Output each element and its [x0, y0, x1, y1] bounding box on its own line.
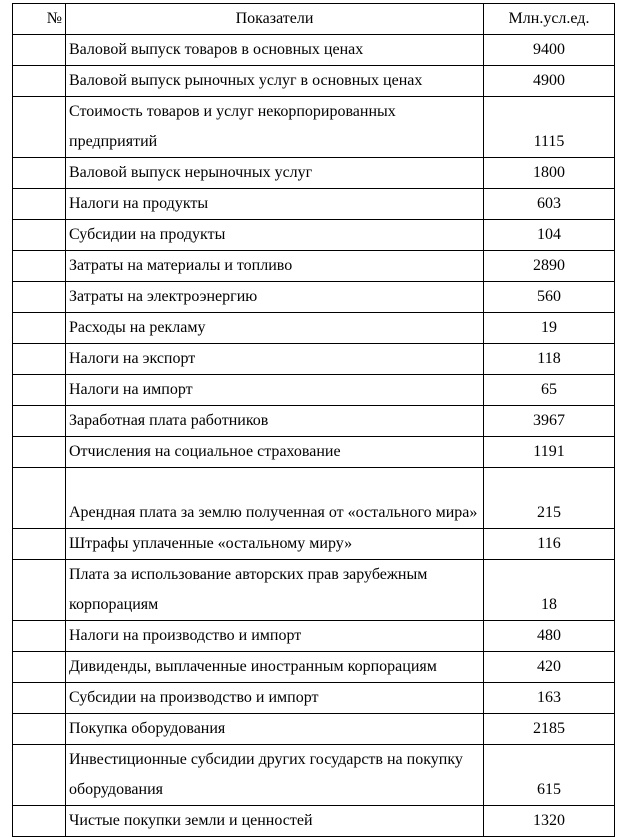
indicator-name: Субсидии на производство и импорт [66, 683, 484, 714]
indicator-name: Расходы на рекламу [66, 313, 484, 344]
row-number-cell [13, 375, 66, 406]
row-number-cell [13, 189, 66, 220]
indicator-value: 215 [484, 468, 615, 529]
indicator-name: Валовой выпуск товаров в основных ценах [66, 35, 484, 66]
indicators-table [12, 3, 615, 837]
table-row [13, 529, 615, 560]
indicator-name: Заработная плата работников [66, 406, 484, 437]
indicator-name: Отчисления на социальное страхование [66, 437, 484, 468]
indicator-value: 65 [484, 375, 615, 406]
row-number-cell [13, 313, 66, 344]
row-number-cell [13, 66, 66, 97]
row-number-cell [13, 745, 66, 806]
header-indicators: Показатели [66, 4, 484, 35]
indicator-value: 118 [484, 344, 615, 375]
table-row [13, 313, 615, 344]
row-number-cell [13, 714, 66, 745]
indicator-value: 2185 [484, 714, 615, 745]
table-row [13, 35, 615, 66]
row-number-cell [13, 220, 66, 251]
row-number-cell [13, 683, 66, 714]
indicator-value: 480 [484, 621, 615, 652]
indicator-name: Плата за использование авторских прав зарубежным корпорациям [66, 560, 484, 621]
row-number-cell [13, 468, 66, 529]
table-row [13, 97, 615, 158]
indicator-value: 9400 [484, 35, 615, 66]
table-row [13, 621, 615, 652]
row-number-cell [13, 806, 66, 837]
row-number-cell [13, 652, 66, 683]
indicator-value: 3967 [484, 406, 615, 437]
indicator-value: 19 [484, 313, 615, 344]
table-row [13, 683, 615, 714]
indicator-name: Налоги на производство и импорт [66, 621, 484, 652]
row-number-cell [13, 560, 66, 621]
table-row [13, 158, 615, 189]
indicator-name: Субсидии на продукты [66, 220, 484, 251]
table-row [13, 251, 615, 282]
indicator-name: Валовой выпуск нерыночных услуг [66, 158, 484, 189]
indicator-name: Покупка оборудования [66, 714, 484, 745]
table-row [13, 714, 615, 745]
row-number-cell [13, 35, 66, 66]
table-row [13, 560, 615, 621]
indicator-name: Налоги на импорт [66, 375, 484, 406]
table-row [13, 189, 615, 220]
indicator-name: Валовой выпуск рыночных услуг в основных ценах [66, 66, 484, 97]
table-row [13, 66, 615, 97]
indicator-value: 18 [484, 560, 615, 621]
header-value: Млн.усл.ед. [484, 4, 615, 35]
row-number-cell [13, 344, 66, 375]
indicator-name: Штрафы уплаченные «остальному миру» [66, 529, 484, 560]
table-row [13, 652, 615, 683]
row-number-cell [13, 97, 66, 158]
indicator-name: Затраты на материалы и топливо [66, 251, 484, 282]
row-number-cell [13, 529, 66, 560]
row-number-cell [13, 406, 66, 437]
indicator-name: Чистые покупки земли и ценностей [66, 806, 484, 837]
table-row [13, 437, 615, 468]
table-row [13, 806, 615, 837]
indicator-value: 1320 [484, 806, 615, 837]
row-number-cell [13, 621, 66, 652]
indicator-value: 4900 [484, 66, 615, 97]
row-number-cell [13, 251, 66, 282]
table-row [13, 282, 615, 313]
row-number-cell [13, 437, 66, 468]
indicator-name: Затраты на электроэнергию [66, 282, 484, 313]
table-body [13, 35, 615, 837]
table-row [13, 745, 615, 806]
table-row [13, 220, 615, 251]
indicator-value: 1800 [484, 158, 615, 189]
table-row [13, 468, 615, 529]
indicator-value: 603 [484, 189, 615, 220]
indicator-name: Дивиденды, выплаченные иностранным корпорациям [66, 652, 484, 683]
indicator-name: Инвестиционные субсидии других государств на покупку оборудования [66, 745, 484, 806]
table-row [13, 406, 615, 437]
header-number: № [13, 4, 66, 35]
table-row [13, 344, 615, 375]
header-row [13, 4, 615, 35]
indicator-value: 615 [484, 745, 615, 806]
indicator-name: Стоимость товаров и услуг некорпорированных предприятий [66, 97, 484, 158]
indicator-value: 116 [484, 529, 615, 560]
table-row [13, 375, 615, 406]
indicator-name: Налоги на продукты [66, 189, 484, 220]
indicator-value: 2890 [484, 251, 615, 282]
indicator-value: 1191 [484, 437, 615, 468]
indicator-value: 104 [484, 220, 615, 251]
indicator-name: Арендная плата за землю полученная от «остального мира» [66, 468, 484, 529]
indicator-value: 420 [484, 652, 615, 683]
row-number-cell [13, 158, 66, 189]
row-number-cell [13, 282, 66, 313]
indicator-value: 163 [484, 683, 615, 714]
indicator-value: 560 [484, 282, 615, 313]
indicator-value: 1115 [484, 97, 615, 158]
indicator-name: Налоги на экспорт [66, 344, 484, 375]
